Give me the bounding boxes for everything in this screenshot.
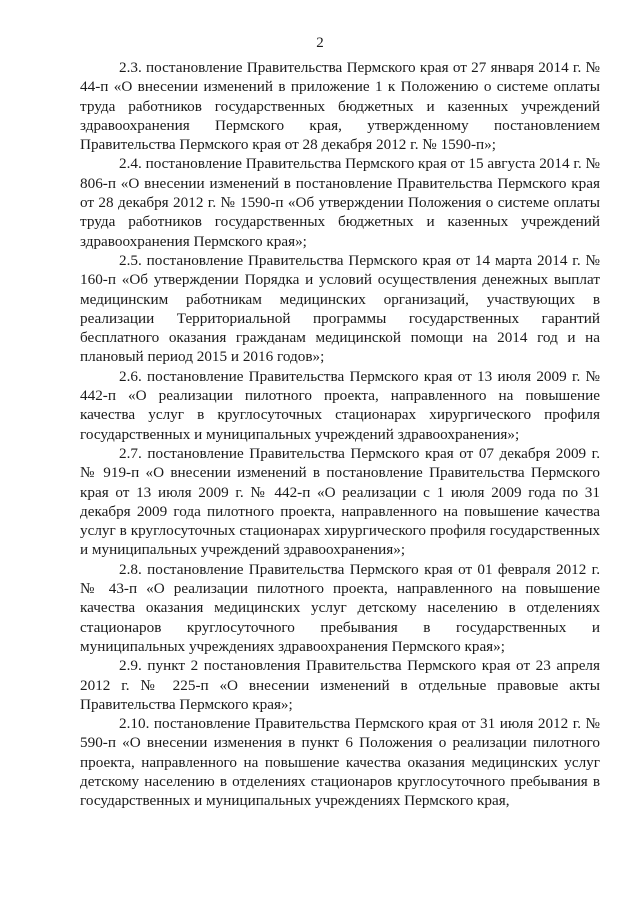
page-number: 2 xyxy=(316,35,324,51)
paragraph-2-6: 2.6. постановление Правительства Пермского края от 13 июля 2009 г. № 442-п «О реализации пилотного проекта, направленного на повышение качества услуг в круглосуточных стационарах хирургического профиля государственных и муниципальных учреждений здравоохранения»; xyxy=(80,367,600,443)
paragraph-2-8: 2.8. постановление Правительства Пермского края от 01 февраля 2012 г. № 43-п «О реализации пилотного проекта, направленного на повышение качества оказания медицинских услуг детскому населению в отделениях стационаров круглосуточного пребывания в государственных и муниципальных учреждениях здравоохранения Пермского края»; xyxy=(80,560,600,655)
paragraph-2-5: 2.5. постановление Правительства Пермского края от 14 марта 2014 г. № 160-п «Об утверждении Порядка и условий осуществления денежных выплат медицинским работникам медицинских организаций, участвующих в реализации Территориальной программы государственных гарантий бесплатного оказания гражданам медицинской помощи на 2014 год и на плановый период 2015 и 2016 годов»; xyxy=(80,251,600,366)
paragraph-2-10: 2.10. постановление Правительства Пермского края от 31 июля 2012 г. № 590-п «О внесении изменения в пункт 6 Положения о реализации пилотного проекта, направленного на повышение качества оказания медицинских услуг детскому населению в отделениях стационаров круглосуточного пребывания в государственных и муниципальных учреждениях Пермского края, xyxy=(80,715,600,810)
paragraph-2-7: 2.7. постановление Правительства Пермского края от 07 декабря 2009 г. № 919-п «О внесении изменений в постановление Правительства Пермского края от 13 июля 2009 г. № 442-п «О реализации с 1 июля 2009 года по 31 декабря 2009 года пилотного проекта, направленного на повышение качества услуг в круглосуточных стационарах хирургического профиля государственных и муниципальных учреждений здравоохранения»; xyxy=(80,444,600,559)
paragraph-2-3: 2.3. постановление Правительства Пермского края от 27 января 2014 г. № 44-п «О внесении изменений в приложение 1 к Положению о системе оплаты труда работников государственных бюджетных и казенных учреждений здравоохранения Пермского края, утвержденному постановлением Правительства Пермского края от 28 декабря 2012 г. № 1590-п»; xyxy=(80,59,600,154)
document-body xyxy=(80,58,600,811)
paragraph-2-9: 2.9. пункт 2 постановления Правительства Пермского края от 23 апреля 2012 г. № 225-п «О внесении изменений в отдельные правовые акты Правительства Пермского края»; xyxy=(80,657,600,713)
paragraph-2-4: 2.4. постановление Правительства Пермского края от 15 августа 2014 г. № 806-п «О внесении изменений в постановление Правительства Пермского края от 28 декабря 2012 г. № 1590-п «Об утверждении Положения о системе оплаты труда работников государственных бюджетных и казенных учреждений здравоохранения Пермского края»; xyxy=(80,155,600,250)
